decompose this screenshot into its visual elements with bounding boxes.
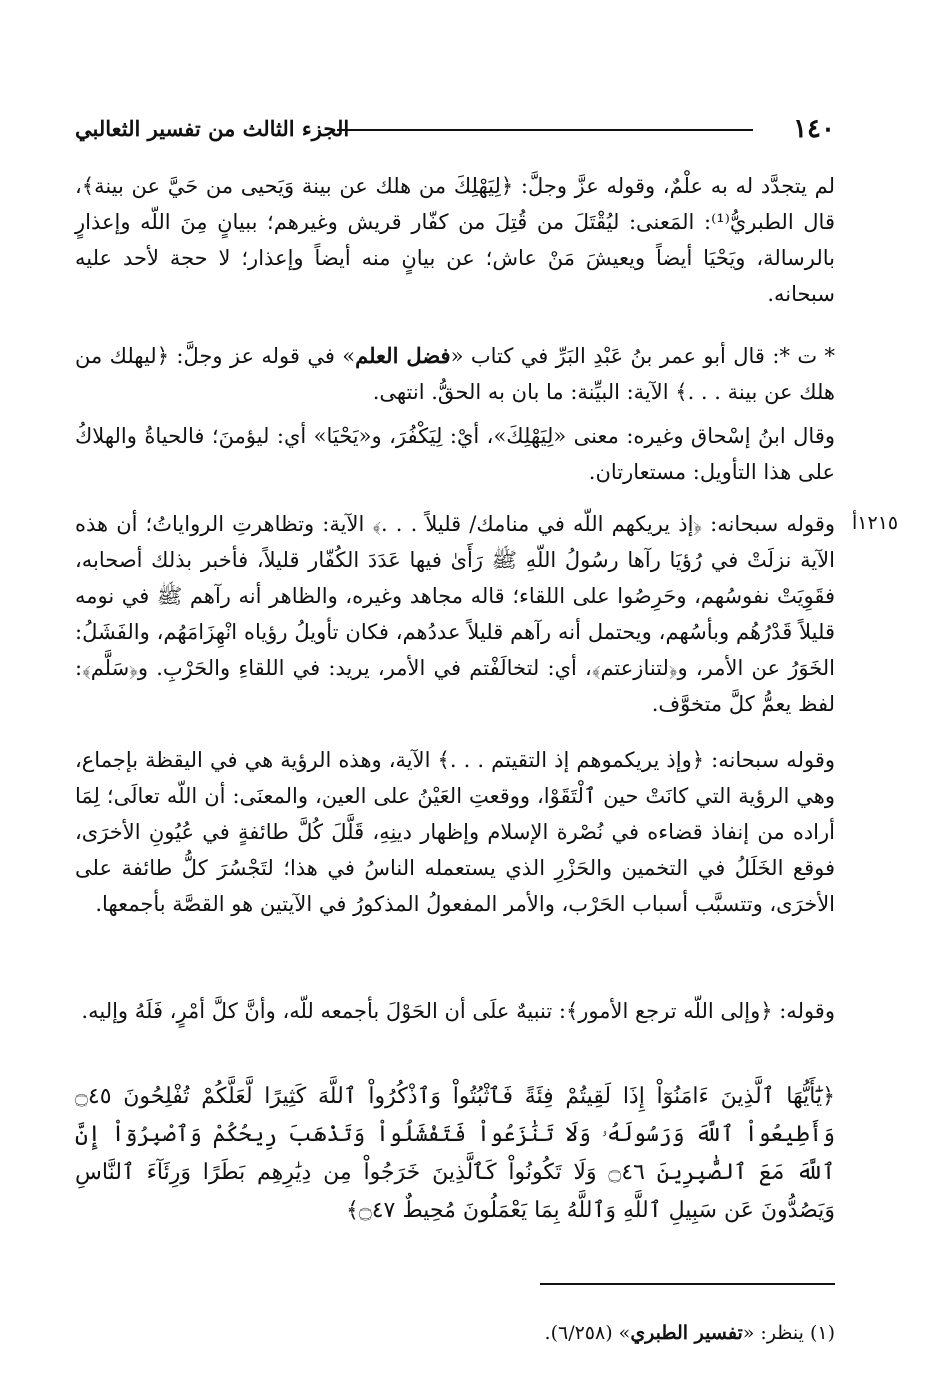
paragraph-5: وقوله سبحانه: ﴿وإذ يريكموهم إذ التقيتم . . .﴾ الآية، وهذه الرؤية هي في اليقظة بإجماع، وهي الرؤية التي كانَتْ حين ٱلْتَقَوْا، ووقعتِ العَيْنُ على العين، والمعنَى: أن اللّه تعالَى؛ لِمَا أراده من إنفاذ قضاءه في نُصْرة الإسلام وإظهار دينِهِ، قَلَّلَ كُلَّ طائفةٍ في عُيُونِ الأخرَى، فوقع الخَلَلُ في التخمين والحَزْرِ الذي يستعمله الناسُ في هذا؛ لتَجْسُرَ كلُّ طائفة على الأخرَى، وتتسبَّب أسباب الحَرْب، والأمر المفعولُ المذكورُ في الآيتين هو القصَّة بأجمعها. bbox=[75, 748, 835, 916]
footnote bbox=[75, 1318, 835, 1348]
paragraph-2-lead: * ت *: قال أبو عمر بنُ عَبْدِ البَرِّ في كتاب « bbox=[450, 344, 835, 368]
footnote-trail: » (٦/٢٥٨). bbox=[544, 1322, 631, 1344]
running-title: الجزء الثالث من تفسير الثعالبي bbox=[75, 116, 350, 141]
page-header bbox=[75, 112, 835, 152]
page-number: ١٤٠ bbox=[793, 114, 835, 144]
footnote-title: تفسير الطبري bbox=[630, 1322, 743, 1344]
margin-reference: ١٢١٥أ bbox=[852, 512, 899, 534]
footnote-rule bbox=[540, 1283, 835, 1285]
paragraph-3: وقال ابنُ إسْحاق وغيره: معنى «لِيَهْلِكَ»، أيْ: لِيَكْفُرَ، و«يَحْيَا» أي: ليؤمنَ؛ فالحياةُ والهلاكُ على هذا التأويل: مستعارتان. bbox=[75, 424, 835, 484]
paragraph-1: لم يتجدَّد له به علْمٌ، وقوله عزَّ وجلَّ: ﴿لِيَهْلِكَ من هلك عن بينة وَيَحيى من حَيَّ عن بينة﴾، قال الطبريُّ⁽¹⁾: المَعنى: ليُقْتَلَ من قُتِلَ من كفّار قريش وغيرهم؛ ببيانٍ مِنَ اللّه وإعذارٍ بالرسالة، ويَحْيَا أيضاً ويعيشَ مَنْ عاش؛ عن بيانٍ منه أيضاً وإعذار؛ لا حجة لأحد عليه سبحانه. bbox=[75, 174, 835, 306]
book-title: فضل العلم bbox=[355, 343, 451, 368]
footnote-lead: (١) ينظر: « bbox=[742, 1322, 835, 1344]
paragraph-6: وقوله: ﴿وإلى اللّه ترجع الأمور﴾: تنبيهٌ علَى أن الحَوْلَ بأجمعه للّه، وأنَّ كلَّ أمْرٍ، فَلَهُ وإليه. bbox=[81, 999, 835, 1023]
header-rule bbox=[337, 129, 753, 131]
paragraph-2-trail: » في قوله عز وجلَّ: ﴿ليهلك من هلك عن بينة . . .﴾ الآية: البيِّنة: ما بان به الحقُّ. انتهى. bbox=[75, 344, 835, 404]
paragraph-4: وقوله سبحانه: ﴿إذ يريكهم اللّه في منامك/ قليلاً . . .﴾ الآية: وتظاهرتِ الرواياتُ؛ أن هذه الآية نزلَتْ في رُؤيَا رآها رسُولُ اللّهِ ﷺ رَأَىٰ فيها عَدَدَ الكُفّار قليلاً، فأخبر بذلك أصحابه، فقَوِيَتْ نفوسُهم، وحَرِصُوا على اللقاء؛ قاله مجاهد وغيره، والظاهر أنه رآهم ﷺ في نومه قليلاً قَدْرُهُم وبأسُهم، ويحتمل أنه رآهم قليلاً عددُهم، فكان تأويلُ رؤياه انْهِزَامَهُم، والفَشَلُ: الخَوَرُ عن الأمر، و﴿لتنازعتم﴾، أي: لتخالَفْتم في الأمر، يريد: في اللقاءِ والحَرْبِ. و﴿سَلَّم﴾: لفظ يعمُّ كلَّ متخوَّف. bbox=[75, 512, 835, 716]
paragraph-2 bbox=[75, 338, 835, 412]
quran-verses: ﴿يَٰٓأَيُّهَا ٱلَّذِينَ ءَامَنُوٓاْ إِذَا لَقِيتُمْ فِئَةً فَٱثْبُتُواْ وَٱذْكُرُواْ ٱللَّهَ كَثِيرًا لَّعَلَّكُمْ تُفْلِحُونَ ۝٤٥ وَأَطِيعُواْ ٱللَّهَ وَرَسُولَهُۥ وَلَا تَنَٰزَعُواْ فَتَفْشَلُواْ وَتَذْهَبَ رِيحُكُمْ وَٱصْبِرُوٓاْ إِنَّ ٱللَّهَ مَعَ ٱلصَّٰبِرِينَ ۝٤٦ وَلَا تَكُونُواْ كَٱلَّذِينَ خَرَجُواْ مِن دِيَٰرِهِم بَطَرًا وَرِئَآءَ ٱلنَّاسِ وَيَصُدُّونَ عَن سَبِيلِ ٱللَّهِ وَٱللَّهُ بِمَا يَعْمَلُونَ مُحِيطٌ ۝٤٧﴾ bbox=[75, 1084, 835, 1223]
